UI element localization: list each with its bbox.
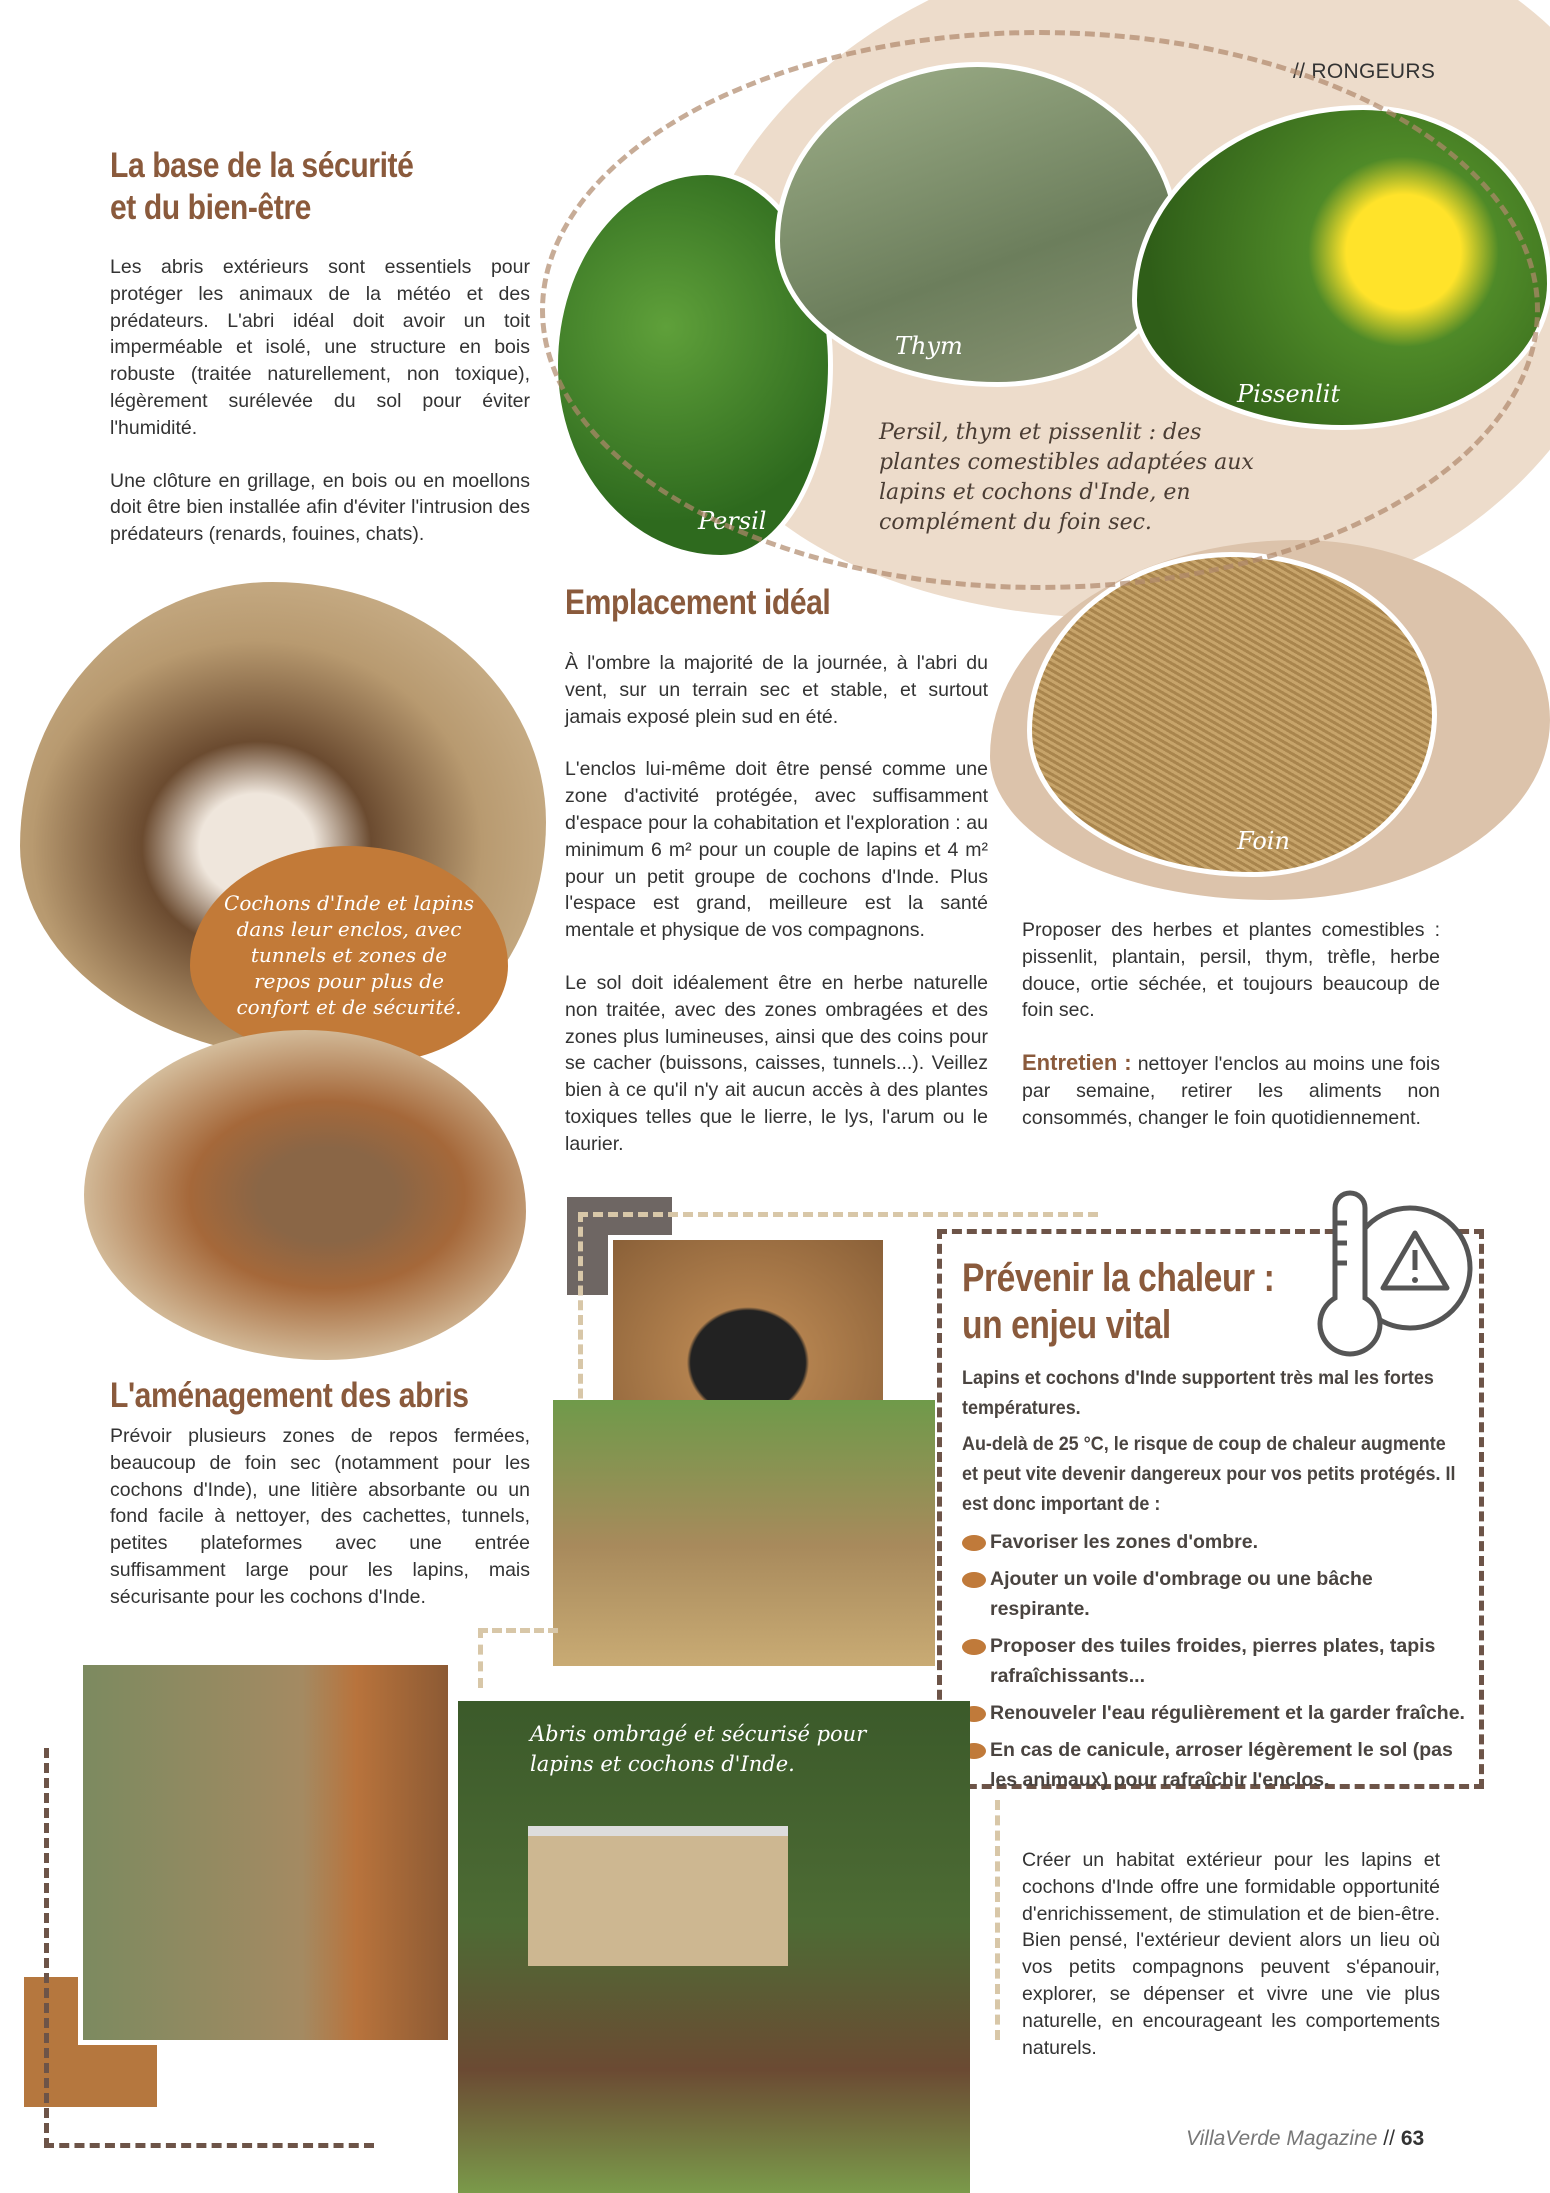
location-text [565, 650, 988, 1184]
magazine-name: VillaVerde Magazine [1186, 2127, 1378, 2150]
title-line: un enjeu vital [962, 1303, 1171, 1347]
footer [1186, 2127, 1424, 2151]
location-title: Emplacement idéal [565, 583, 831, 622]
food-text [1022, 917, 1440, 1158]
paragraph: Prévoir plusieurs zones de repos fermées, beaucoup de foin sec (notamment pour les cochons d'Inde), une litière absorbante ou un fond facile à nettoyer, des cachettes, tunnels, petites plateformes avec une entrée suffisamment large pour les lapins, mais sécurisante pour les cochons d'Inde. [110, 1425, 530, 1608]
dashed-line-right [995, 1800, 1005, 2040]
list-item: Ajouter un voile d'ombrage ou une bâche respirante. [962, 1564, 1467, 1624]
hutch-shape [528, 1826, 788, 1966]
heat-warning: Au-delà de 25 °C, le risque de coup de chaleur augmente et peut vite devenir dangereux pour vos petits protégés. Il est donc important de : [962, 1433, 1456, 1515]
maintenance-paragraph: Entretien : nettoyer l'enclos au moins une fois par semaine, retirer les aliments non consommés, changer le foin quotidiennement. [1022, 1050, 1440, 1129]
list-item: Proposer des tuiles froides, pierres plates, tapis rafraîchissants... [962, 1631, 1467, 1691]
shelter-caption: Abris ombragé et sécurisé pour lapins et cochons d'Inde. [530, 1722, 867, 1776]
heat-tips-list [962, 1527, 1467, 1795]
paragraph: À l'ombre la majorité de la journée, à l'abri du vent, sur un terrain sec et stable, et surtout jamais exposé plein sud en été. [565, 652, 988, 728]
shelter-photo [458, 1701, 970, 2193]
security-title [110, 145, 413, 229]
section-header: // RONGEURS [1293, 60, 1436, 83]
paragraph: Proposer des herbes et plantes comestibles : pissenlit, plantain, persil, thym, trèfle, herbe douce, ortie séchée, et toujours beaucoup de foin sec. [1022, 919, 1440, 1022]
security-text [110, 254, 530, 574]
persil-label: Persil [698, 507, 767, 535]
enclos-caption: Cochons d'Inde et lapins dans leur enclos, avec tunnels et zones de repos pour plus de confort et de sécurité. [224, 891, 474, 1019]
hutch-photo [608, 1235, 888, 1420]
list-item: Favoriser les zones d'ombre. [962, 1527, 1467, 1557]
plants-caption: Persil, thym et pissenlit : des plantes comestibles adaptées aux lapins et cochons d'Inde, en complément du foin sec. [879, 420, 1254, 535]
bullet-icon [962, 1639, 986, 1655]
closing-text [1022, 1847, 1440, 2087]
paragraph: Le sol doit idéalement être en herbe naturelle non traitée, avec des zones ombragées et des zones plus lumineuses, ainsi que des coins pour se cacher (buissons, caisses, tunnels...). Veillez bien à ce qu'il n'y ait aucun accès à des plantes toxiques telles que le lierre, le lys, l'arum ou le laurier. [565, 971, 988, 1155]
separator: // [1383, 2127, 1395, 2150]
heat-intro: Lapins et cochons d'Inde supportent très mal les fortes températures. [962, 1367, 1434, 1419]
list-item: En cas de canicule, arroser légèrement le sol (pas les animaux) pour rafraîchir l'enclos. [962, 1735, 1467, 1795]
rabbits-photo [553, 1400, 935, 1666]
bullet-icon [962, 1535, 986, 1551]
paragraph: Créer un habitat extérieur pour les lapins et cochons d'Inde offre une formidable opportunité d'enrichissement, de stimulation et de bien-être. Bien pensé, l'extérieur devient alors un lieu où vos petits compagnons peuvent s'épanouir, explorer, se dépenser et vivre une vie plus naturelle, en encourageant les comportements naturels. [1022, 1849, 1440, 2059]
layout-title: L'aménagement des abris [110, 1376, 469, 1415]
layout-text [110, 1423, 530, 1637]
pissenlit-label: Pissenlit [1237, 380, 1341, 408]
paragraph: L'enclos lui-même doit être pensé comme une zone d'activité protégée, avec suffisamment d'espace pour la cohabitation et l'exploration : au minimum 6 m² pour un couple de lapins et 4 m² pour un petit groupe de cochons d'Inde. Plus l'espace est grand, meilleure est la santé mentale et physique de vos compagnons. [565, 758, 988, 942]
foin-label: Foin [1237, 827, 1290, 855]
page-number: 63 [1400, 2127, 1425, 2150]
dashed-frame-lower [478, 1628, 558, 1688]
thermometer-warning-icon [1305, 1188, 1475, 1368]
bullet-icon [962, 1572, 986, 1588]
title-line: Prévenir la chaleur : [962, 1256, 1275, 1300]
rabbit-wood-photo [84, 1030, 526, 1360]
paragraph: Les abris extérieurs sont essentiels pour protéger les animaux de la météo et des prédateurs. L'abri idéal doit avoir un toit imperméable et isolé, une structure en bois robuste (traitée naturellement, non toxique), légèrement surélevée du sol pour éviter l'humidité. [110, 256, 530, 439]
list-item: Renouveler l'eau régulièrement et la garder fraîche. [962, 1698, 1467, 1728]
title-line: et du bien-être [110, 188, 311, 227]
guinea-pigs-enclosure-photo [78, 1660, 453, 2045]
paragraph: Une clôture en grillage, en bois ou en moellons doit être bien installée afin d'éviter l'intrusion des prédateurs (renards, fouines, chats). [110, 469, 530, 546]
thym-label: Thym [895, 332, 963, 360]
title-line: La base de la sécurité [110, 146, 414, 185]
